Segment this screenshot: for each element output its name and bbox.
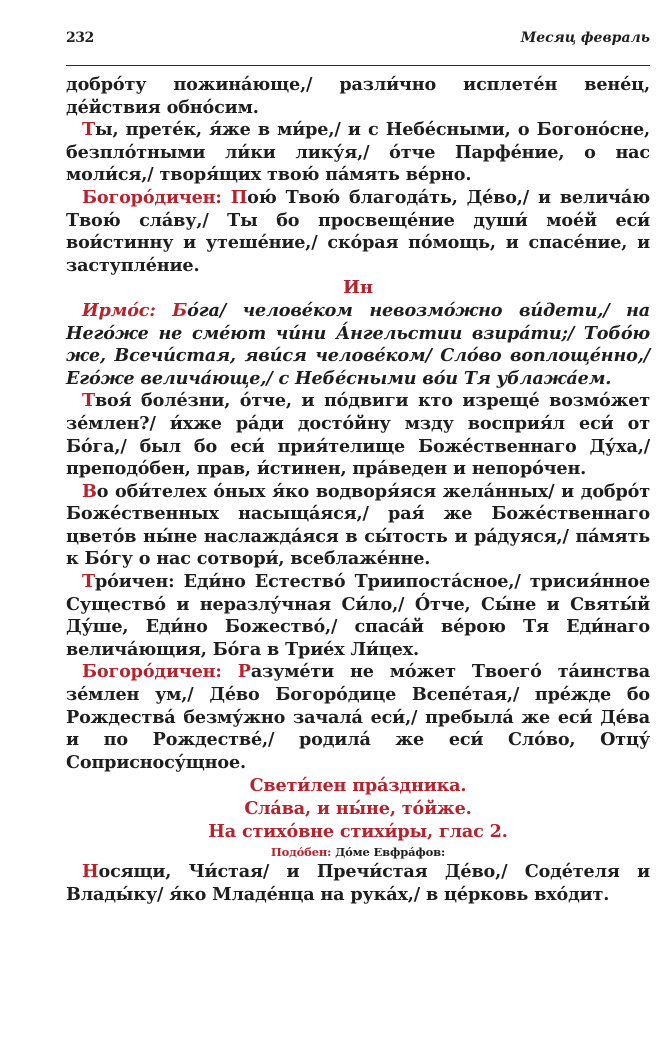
paragraph-text: о оби́телех о́ных я́ко водворя́яся жела́нных/ и добро́т Боже́ственных насыща́яся,/ рая́ же Боже́ственнаго цвето́в ны́не наслажда́яся в сы́тость и ра́дуяся,/ па́мять к Бо́гу о нас сотвори́, всеблаже́нне. — [66, 480, 650, 570]
running-title: Месяц февраль — [520, 30, 650, 46]
podoben-text: До́ме Евфра́фов: — [335, 845, 446, 860]
red-initial: Т — [82, 571, 95, 593]
header-rule — [66, 65, 650, 66]
troparion-paragraph — [66, 390, 650, 480]
rubric-heading: На стихо́вне стихи́ры, глас 2. — [208, 821, 508, 843]
red-initial: П — [230, 186, 248, 208]
page-body — [66, 74, 650, 907]
podoben-line — [66, 843, 650, 861]
paragraph-text: воя́ боле́зни, о́тче, и по́двиги кто изреще́ возмо́жет зе́млен?/ и́хже ра́ди досто́йну мзду восприя́л еси́ от Бо́га,/ был бо еси́ прия́телище Боже́ственнаго Ду́ха,/ преподо́бен, прав, и́стинен, пра́веден и непоро́чен. — [66, 390, 650, 480]
red-initial: Т — [82, 390, 95, 412]
book-page — [66, 30, 650, 907]
sticheron-paragraph — [66, 861, 650, 906]
irmos-paragraph — [66, 300, 650, 390]
theotokion-paragraph — [66, 187, 650, 277]
rubric-label: Богоро́дичен: — [82, 186, 231, 208]
paragraph-text: ро́ичен: Еди́но Естество́ Триипоста́сное,/ трисия́нное Существо́ и неразлу́чная Си́ло,/ О́тче, Сы́не и Святы́й Ду́ше, Еди́но Божество́,/ спаса́й ве́рою Тя Еди́наго велича́ющия, Бо́га в Трие́х Ли́цех. — [66, 571, 650, 660]
red-initial: Н — [82, 861, 99, 883]
troparion-paragraph — [66, 481, 650, 571]
red-initial: В — [82, 480, 97, 502]
paragraph-text: ы, прете́к, я́же в ми́ре,/ и с Небе́сными, о Богоно́сне, безпло́тными ли́ки лику́я,/ о́тче Парфе́ние, о нас моли́ся,/ творя́щих твою́ па́мять ве́рно. — [66, 119, 650, 186]
paragraph-text: азуме́ти не мо́жет Твоего́ та́инства зе́млен ум,/ Де́во Богоро́дице Всепе́тая,/ пре́жде бо Рождества́ безму́жно зачала́ еси́,/ пребыла́ же еси́ Де́ва и по Рождестве́,/ родила́ же еси́ Сло́во, Отцу́ Соприсносу́щное. — [66, 661, 650, 773]
paragraph-text: ою́ Твою́ благода́ть, Де́во,/ и велича́ю Твою́ сла́ву,/ Ты бо просвеще́ние души́ мое́й еси́ вои́стинну и утеше́ние,/ ско́рая по́мощь, и спасе́ние, и заступле́ние. — [66, 186, 650, 276]
theotokion-paragraph — [66, 661, 650, 774]
section-heading: Ин — [343, 277, 373, 299]
trinity-paragraph — [66, 571, 650, 661]
troparion-paragraph — [66, 119, 650, 187]
paragraph-text: осящи, Чи́стая/ и Пречи́стая Де́во,/ Соде́теля и Влады́ку/ я́ко Младе́нца на рука́х,/ в це́рковь вхо́дит. — [66, 861, 650, 905]
page-header — [66, 30, 650, 54]
rubric-label: Богоро́дичен: — [82, 661, 238, 683]
rubric-heading: Сла́ва, и ны́не, то́йже. — [244, 798, 472, 820]
red-initial: Б — [172, 299, 188, 321]
rubric-heading: Свети́лен пра́здника. — [249, 775, 467, 797]
rubric-label: Ирмо́с: — [82, 299, 173, 321]
red-initial: Т — [82, 119, 95, 141]
paragraph-continuation: добро́ту пожина́юще,/ разли́чно исплете́н вене́ц, де́йствия обно́сим. — [66, 74, 650, 118]
red-initial: Р — [237, 661, 251, 683]
podoben-label: Подо́бен: — [270, 845, 336, 860]
page-number: 232 — [66, 30, 94, 46]
paragraph-text: о́га/ челове́ком невозмо́жно ви́дети,/ на Него́же не сме́ют чи́ни А́нгельстии взира́ти;/ Тобо́ю же, Всечи́стая, яви́ся челове́ком/ Сло́во воплоще́нно,/ Его́же велича́юще,/ с Небе́сными во́и Тя ублажа́ем. — [66, 299, 650, 389]
